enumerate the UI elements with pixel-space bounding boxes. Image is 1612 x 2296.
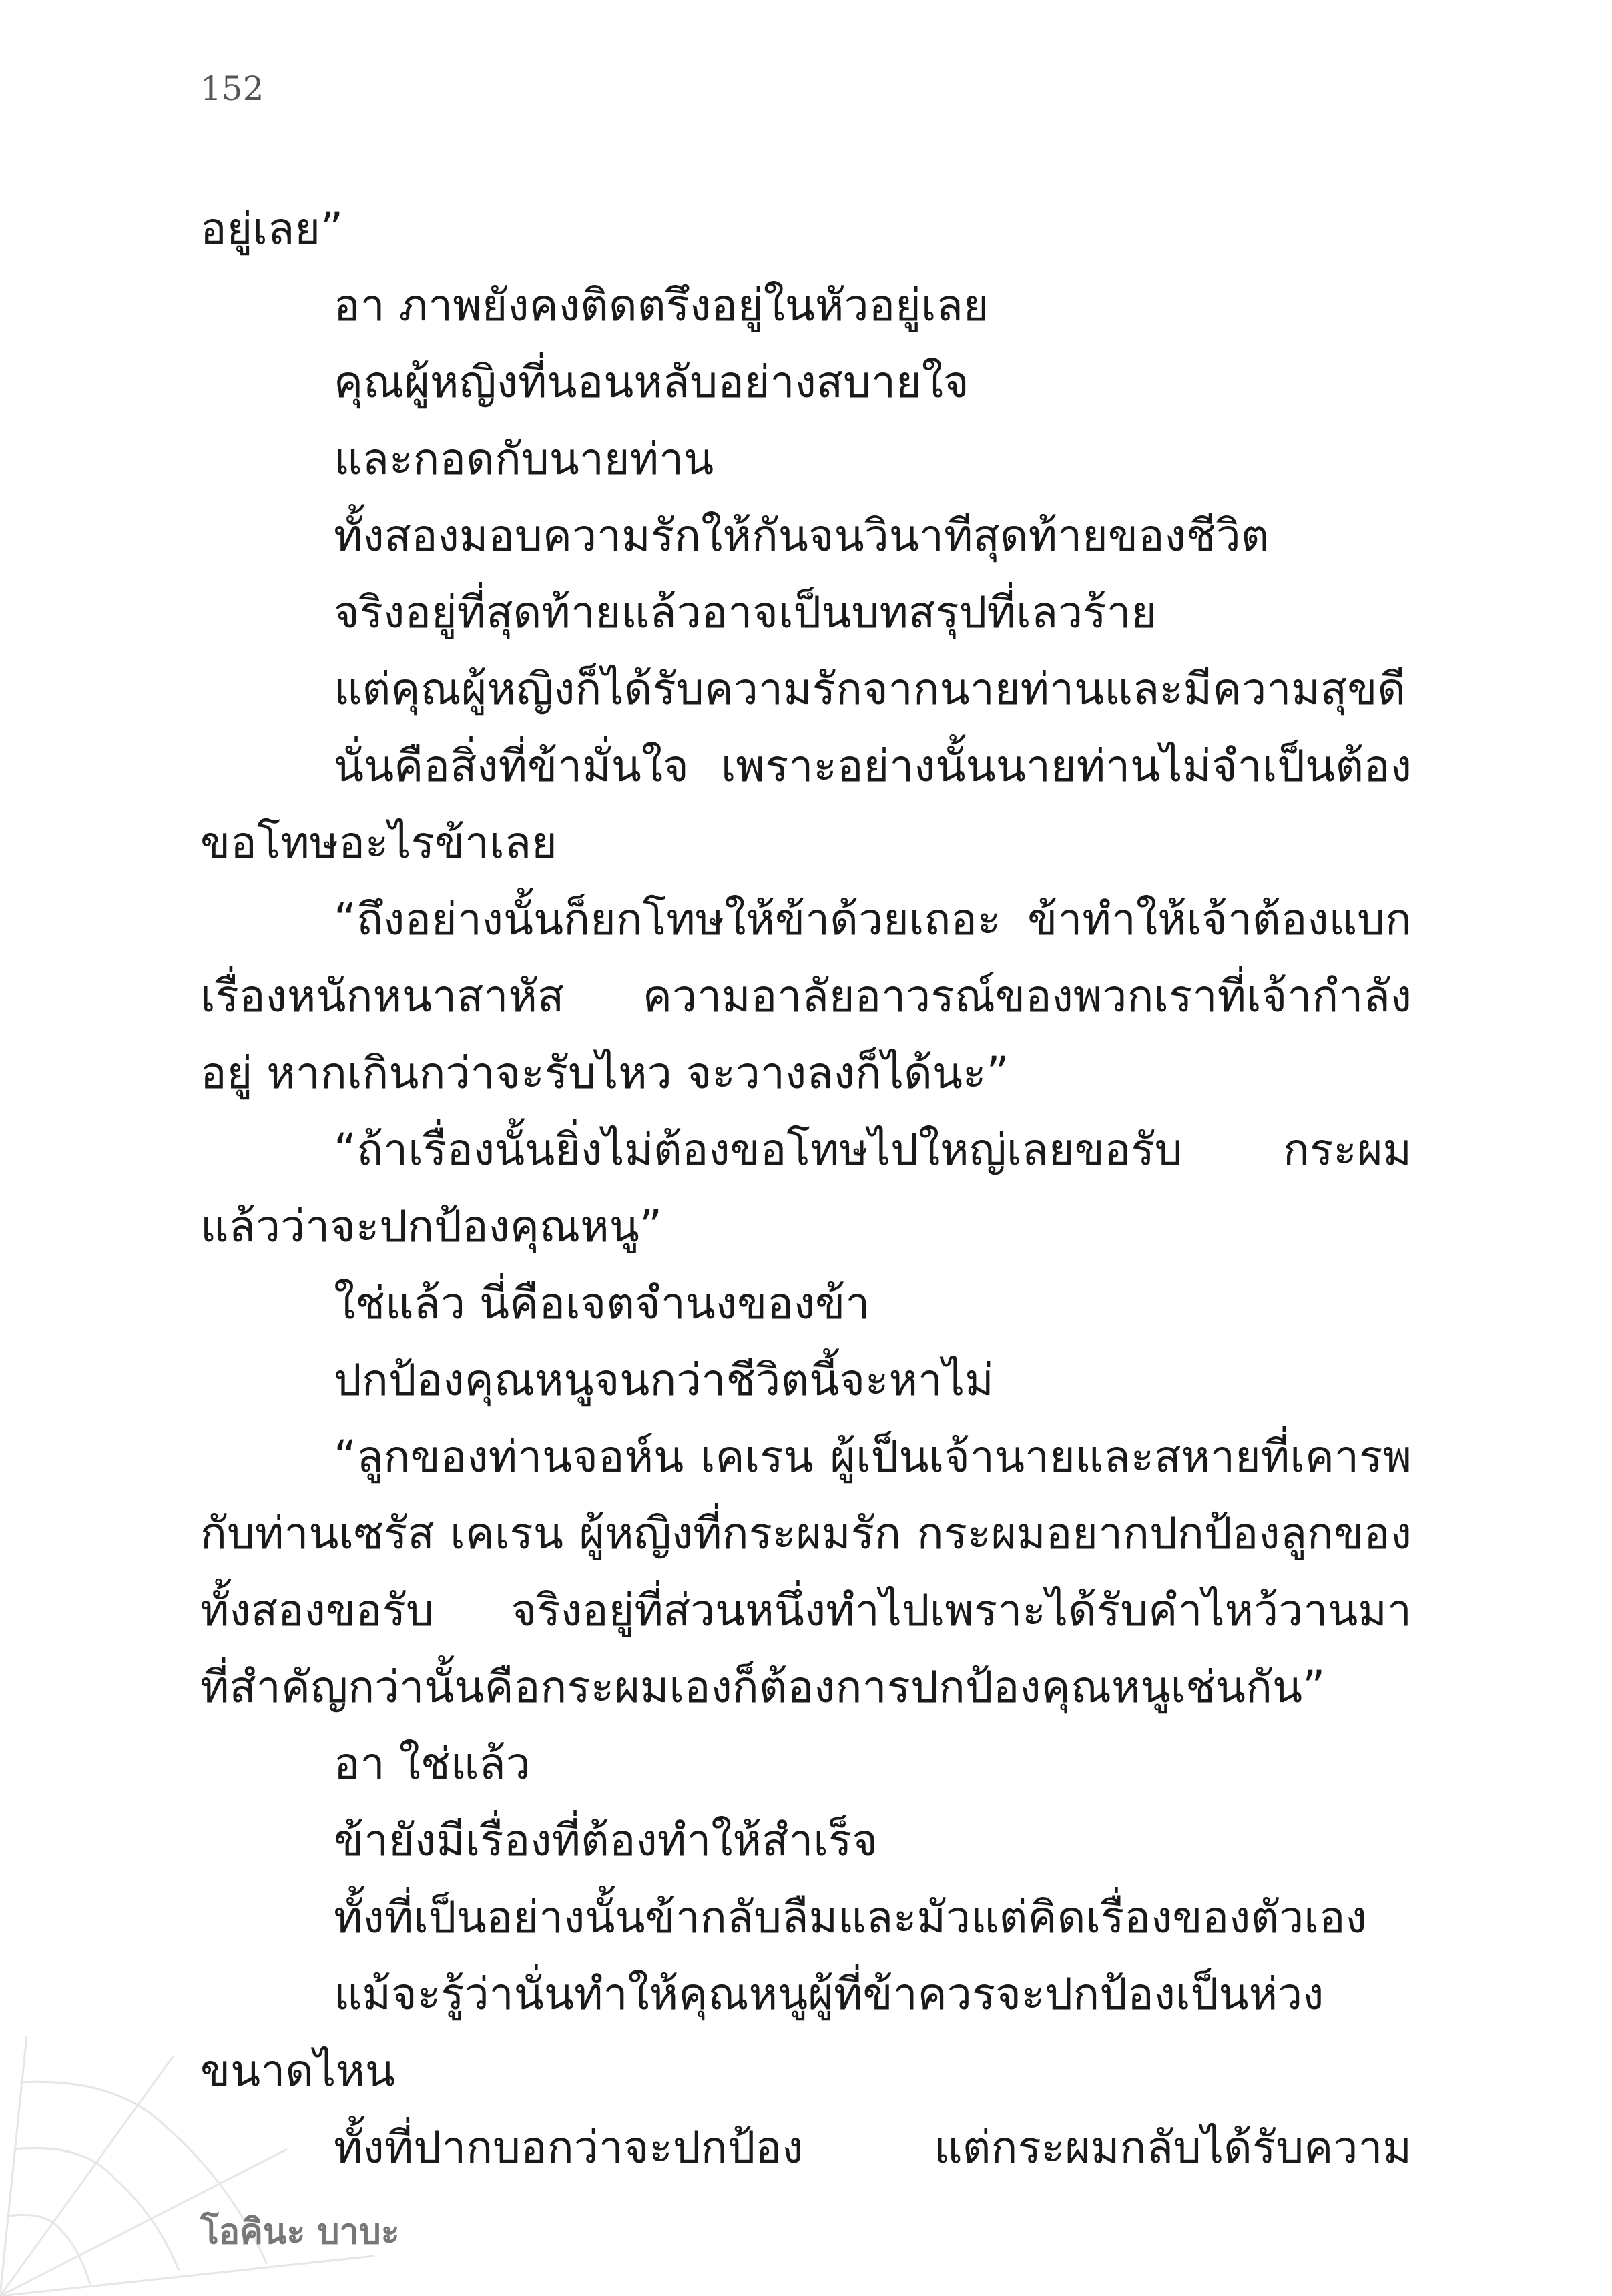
text-line: กับท่านเซรัส เคเรน ผู้หญิงที่กระผมรัก กระผมอยากปกป้องลูกของ xyxy=(200,1508,1412,1559)
text-line: อยู่ หากเกินกว่าจะรับไหว จะวางลงก็ได้นะ” xyxy=(200,1047,1009,1099)
text-line: นั่นคือสิ่งที่ข้ามั่นใจ เพราะอย่างนั้นนายท่านไม่จำเป็นต้อง xyxy=(334,740,1412,792)
text-line: ข้ายังมีเรื่องที่ต้องทำให้สำเร็จ xyxy=(334,1815,878,1866)
body-text xyxy=(200,190,1412,2186)
text-line: “ถึงอย่างนั้นก็ยกโทษให้ข้าด้วยเถอะ ข้าทำให้เจ้าต้องแบก xyxy=(334,894,1412,945)
text-line: อา ใช่แล้ว xyxy=(334,1738,531,1789)
text-line: คุณผู้หญิงที่นอนหลับอย่างสบายใจ xyxy=(334,356,969,408)
text-line: จริงอยู่ที่สุดท้ายแล้วอาจเป็นบทสรุปที่เลวร้าย xyxy=(334,587,1157,638)
spider-web-decoration xyxy=(0,2036,374,2296)
text-line: ขอโทษอะไรข้าเลย xyxy=(200,817,557,868)
text-line: ขนาดไหน xyxy=(200,2045,395,2096)
text-line: “ลูกของท่านจอห์น เคเรน ผู้เป็นเจ้านายและสหายที่เคารพ xyxy=(334,1431,1412,1482)
text-line: แล้วว่าจะปกป้องคุณหนู” xyxy=(200,1201,663,1252)
text-line: อา ภาพยังคงติดตรึงอยู่ในหัวอยู่เลย xyxy=(334,280,989,331)
text-line: และกอดกับนายท่าน xyxy=(334,433,714,485)
text-line: ทั้งที่เป็นอย่างนั้นข้ากลับลืมและมัวแต่คิดเรื่องของตัวเอง xyxy=(334,1892,1367,1943)
text-line: ใช่แล้ว นี่คือเจตจำนงของข้า xyxy=(334,1277,870,1329)
book-author-footer: โอคินะ บาบะ xyxy=(200,2212,400,2252)
text-line: ปกป้องคุณหนูจนกว่าชีวิตนี้จะหาไม่ xyxy=(334,1354,994,1406)
text-line: ที่สำคัญกว่านั้นคือกระผมเองก็ต้องการปกป้องคุณหนูเช่นกัน” xyxy=(200,1661,1326,1713)
text-line: แต่คุณผู้หญิงก็ได้รับความรักจากนายท่านและมีความสุขดี xyxy=(334,663,1406,715)
page-number: 152 xyxy=(200,69,264,108)
text-line: ทั้งที่ปากบอกว่าจะปกป้อง แต่กระผมกลับได้รับความ xyxy=(334,2122,1412,2173)
text-line: “ถ้าเรื่องนั้นยิ่งไม่ต้องขอโทษไปใหญ่เลยขอรับ กระผม xyxy=(334,1124,1412,1175)
text-line: ทั้งสองขอรับ จริงอยู่ที่ส่วนหนึ่งทำไปเพราะได้รับคำไหว้วานมา xyxy=(200,1585,1412,1636)
text-line: เรื่องหนักหนาสาหัส ความอาลัยอาวรณ์ของพวกเราที่เจ้ากำลัง xyxy=(200,970,1412,1022)
text-line: อยู่เลย” xyxy=(200,203,344,254)
text-line: แม้จะรู้ว่านั่นทำให้คุณหนูผู้ที่ข้าควรจะปกป้องเป็นห่วง xyxy=(334,1968,1324,2020)
text-line: ทั้งสองมอบความรักให้กันจนวินาทีสุดท้ายของชีวิต xyxy=(334,510,1270,561)
